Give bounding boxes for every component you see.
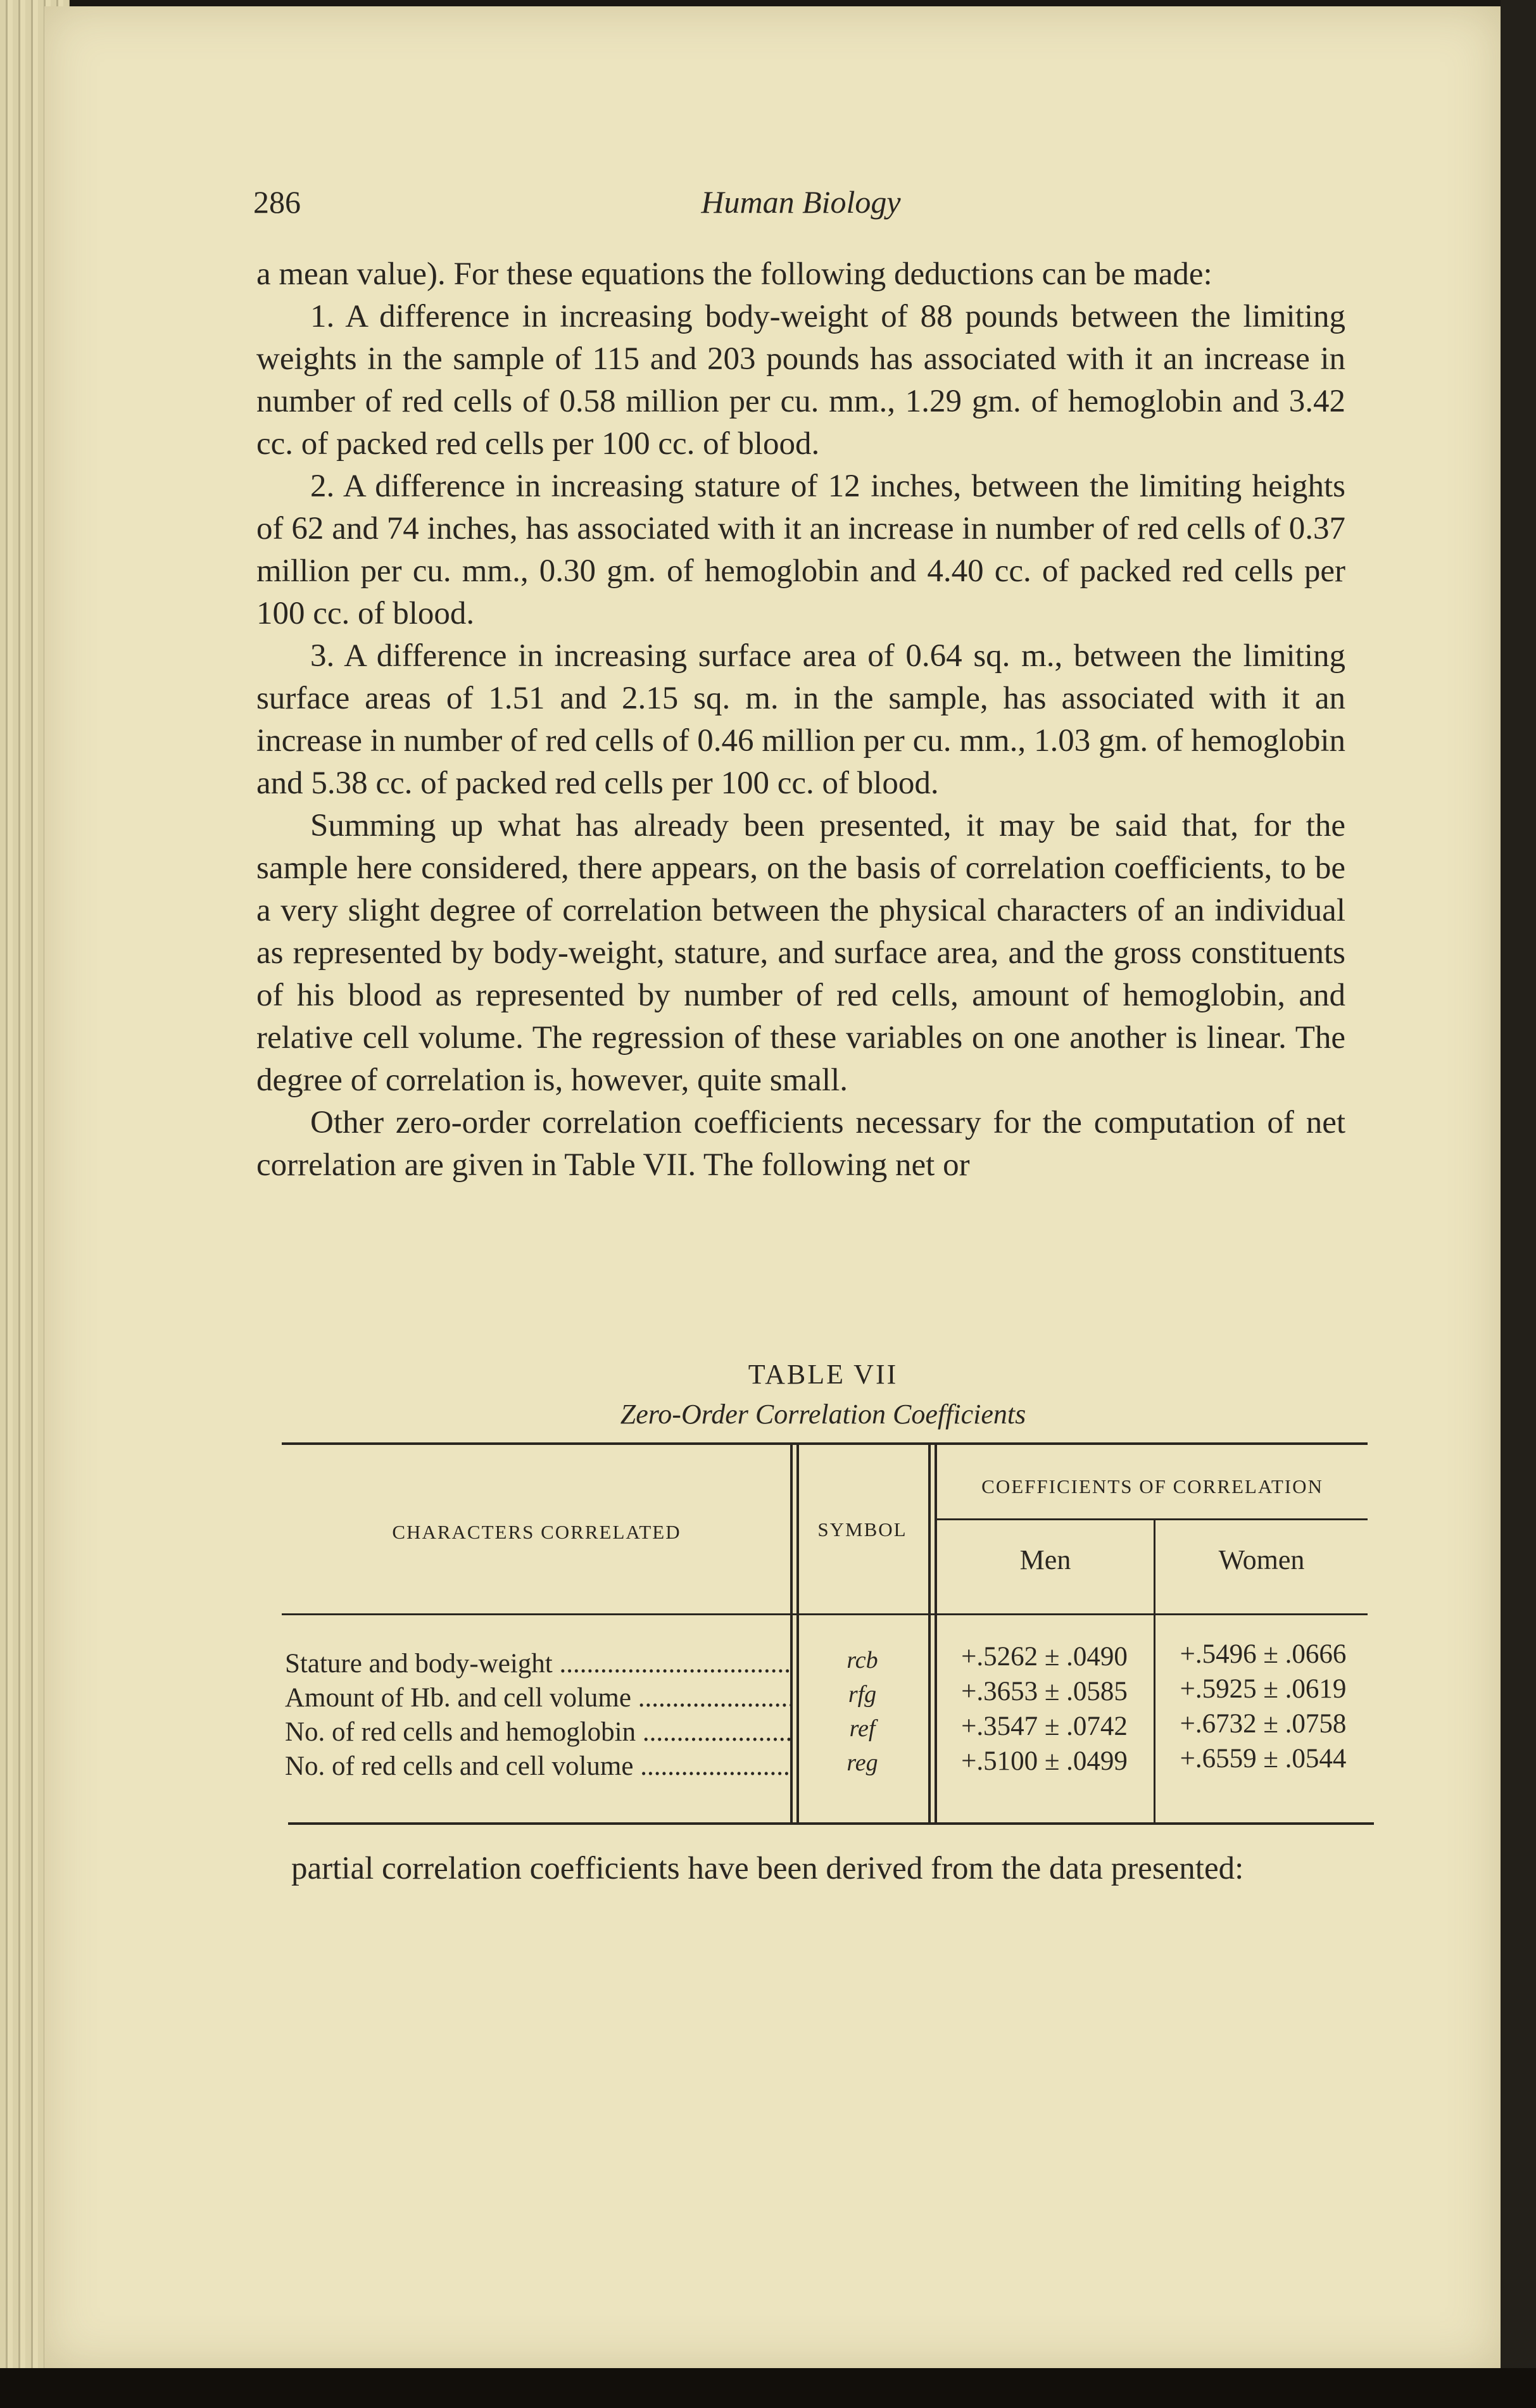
women-header: Women [1218, 1544, 1305, 1575]
table-bottom-rule [288, 1822, 1374, 1825]
paragraph: partial correlation coefficients have been derived from the data presented: [291, 1851, 1244, 1886]
paragraph: Other zero-order correlation coefficients necessary for the computation of net correlation are given in Table VII. The following net or [256, 1105, 1345, 1183]
column-divider [928, 1445, 931, 1822]
page-number: 286 [253, 184, 301, 220]
table-row-symbol: rcb [847, 1647, 878, 1674]
paragraph: 3. A difference in increasing surface area of 0.64 sq. m., between the limiting surface areas of 1.51 and 2.15 sq. m. in the sample, has associated with it an increase in number of red cells of 0.46 million per cu. mm., 1.03 gm. of hemoglobin and 5.38 cc. of packed red cells per 100 cc. of blood. [256, 638, 1345, 801]
table-row-men: +.5262 ± .0490 [961, 1642, 1128, 1672]
table-row-symbol: reg [847, 1749, 878, 1776]
scan-background-bottom [0, 2368, 1536, 2408]
scan-background-right [1501, 0, 1536, 2408]
paragraph: a mean value). For these equations the following deductions can be made: [256, 256, 1212, 292]
table-row-women: +.6732 ± .0758 [1180, 1709, 1347, 1739]
closing-text [291, 1846, 1377, 1891]
table-row-symbol: ref [849, 1715, 876, 1742]
column-divider [935, 1445, 937, 1822]
table-top-rule [282, 1442, 1368, 1445]
characters-header: CHARACTERS CORRELATED [392, 1521, 681, 1543]
header-bottom-rule [282, 1613, 1368, 1615]
coefficients-subheader-rule [937, 1518, 1368, 1520]
table-row-characters: No. of red cells and cell volume ..... [285, 1751, 791, 1782]
running-title: Human Biology [701, 184, 901, 220]
table-row-characters: No. of red cells and hemoglobin ..... [285, 1717, 791, 1748]
table-row-women: +.5496 ± .0666 [1180, 1639, 1347, 1669]
paragraph: Summing up what has already been presented, it may be said that, for the sample here considered, there appears, on the basis of correlation coefficients, to be a very slight degree of correlation between the physical characters of an individual as represented by body-weight, stature, and surface area, and the gross constituents of his blood as represented by number of red cells, amount of hemoglobin, and relative cell volume. The regression of these variables on one another is linear. The degree of correlation is, however, quite small. [256, 808, 1345, 1098]
men-header: Men [1019, 1544, 1071, 1575]
body-text [256, 253, 1345, 1187]
table-title: TABLE VII [748, 1359, 898, 1390]
page-header [253, 184, 1349, 234]
symbol-header: SYMBOL [817, 1518, 907, 1541]
paragraph: 1. A difference in increasing body-weight of 88 pounds between the limiting weights in the sample of 115 and 203 pounds has associated with it an increase in number of red cells of 0.58 million per cu. mm., 1.29 gm. of hemoglobin and 3.42 cc. of packed red cells per 100 cc. of blood. [256, 299, 1345, 462]
table-row-symbol: rfg [848, 1681, 877, 1708]
table-subtitle: Zero-Order Correlation Coefficients [620, 1399, 1026, 1430]
paragraph: 2. A difference in increasing stature of 12 inches, between the limiting heights of 62 and 74 inches, has associated with it an increase in number of red cells of 0.37 million per cu. mm., 0.30 gm. of hemoglobin and 4.40 cc. of packed red cells per 100 cc. of blood. [256, 469, 1345, 631]
coefficients-header: COEFFICIENTS OF CORRELATION [981, 1475, 1323, 1497]
table-row-men: +.3653 ± .0585 [961, 1677, 1128, 1706]
table-row-women: +.5925 ± .0619 [1180, 1674, 1347, 1704]
table-row-characters: Stature and body-weight ..... [285, 1648, 791, 1679]
table-row-characters: Amount of Hb. and cell volume ..... [285, 1682, 791, 1713]
table-row-women: +.6559 ± .0544 [1180, 1744, 1347, 1774]
table-row-men: +.5100 ± .0499 [961, 1746, 1128, 1776]
table-row-men: +.3547 ± .0742 [961, 1711, 1128, 1741]
